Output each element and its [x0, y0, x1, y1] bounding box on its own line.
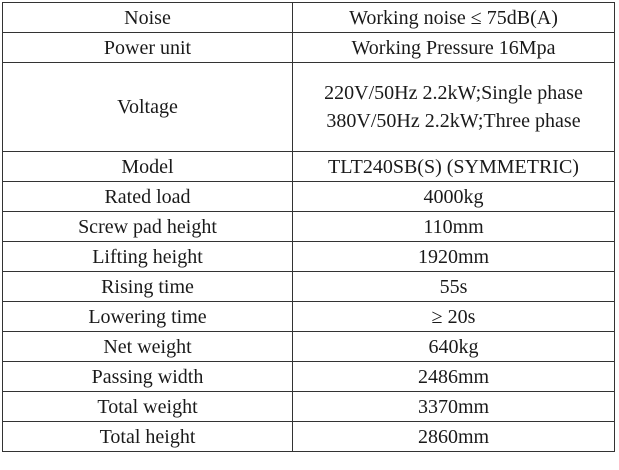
table-row [3, 152, 615, 182]
table-row [3, 422, 615, 452]
row-label: Model [3, 152, 293, 182]
table-row [3, 63, 615, 152]
row-value: ≥ 20s [293, 302, 615, 332]
row-label: Net weight [3, 332, 293, 362]
value-line: 380V/50Hz 2.2kW;Three phase [326, 110, 581, 132]
table-row [3, 332, 615, 362]
row-label: Lowering time [3, 302, 293, 332]
spec-table [2, 2, 615, 452]
table-row [3, 392, 615, 422]
row-value: TLT240SB(S) (SYMMETRIC) [293, 152, 615, 182]
table-row [3, 33, 615, 63]
row-label: Rated load [3, 182, 293, 212]
row-label: Noise [3, 3, 293, 33]
table-row [3, 362, 615, 392]
row-value: 110mm [293, 212, 615, 242]
row-value: Working noise ≤ 75dB(A) [293, 3, 615, 33]
row-label: Voltage [3, 63, 293, 152]
value-line: 220V/50Hz 2.2kW;Single phase [324, 82, 583, 104]
table-row [3, 302, 615, 332]
row-label: Total weight [3, 392, 293, 422]
row-value: 3370mm [293, 392, 615, 422]
table-row [3, 3, 615, 33]
row-label: Screw pad height [3, 212, 293, 242]
table-row [3, 182, 615, 212]
table-row [3, 242, 615, 272]
row-value: 1920mm [293, 242, 615, 272]
row-value: 2486mm [293, 362, 615, 392]
row-label: Power unit [3, 33, 293, 63]
row-label: Total height [3, 422, 293, 452]
table-row [3, 272, 615, 302]
row-value [293, 63, 615, 152]
row-label: Passing width [3, 362, 293, 392]
row-value: 55s [293, 272, 615, 302]
row-value: 640kg [293, 332, 615, 362]
row-label: Lifting height [3, 242, 293, 272]
row-value: 2860mm [293, 422, 615, 452]
row-label: Rising time [3, 272, 293, 302]
row-value: Working Pressure 16Mpa [293, 33, 615, 63]
row-value: 4000kg [293, 182, 615, 212]
table-row [3, 212, 615, 242]
